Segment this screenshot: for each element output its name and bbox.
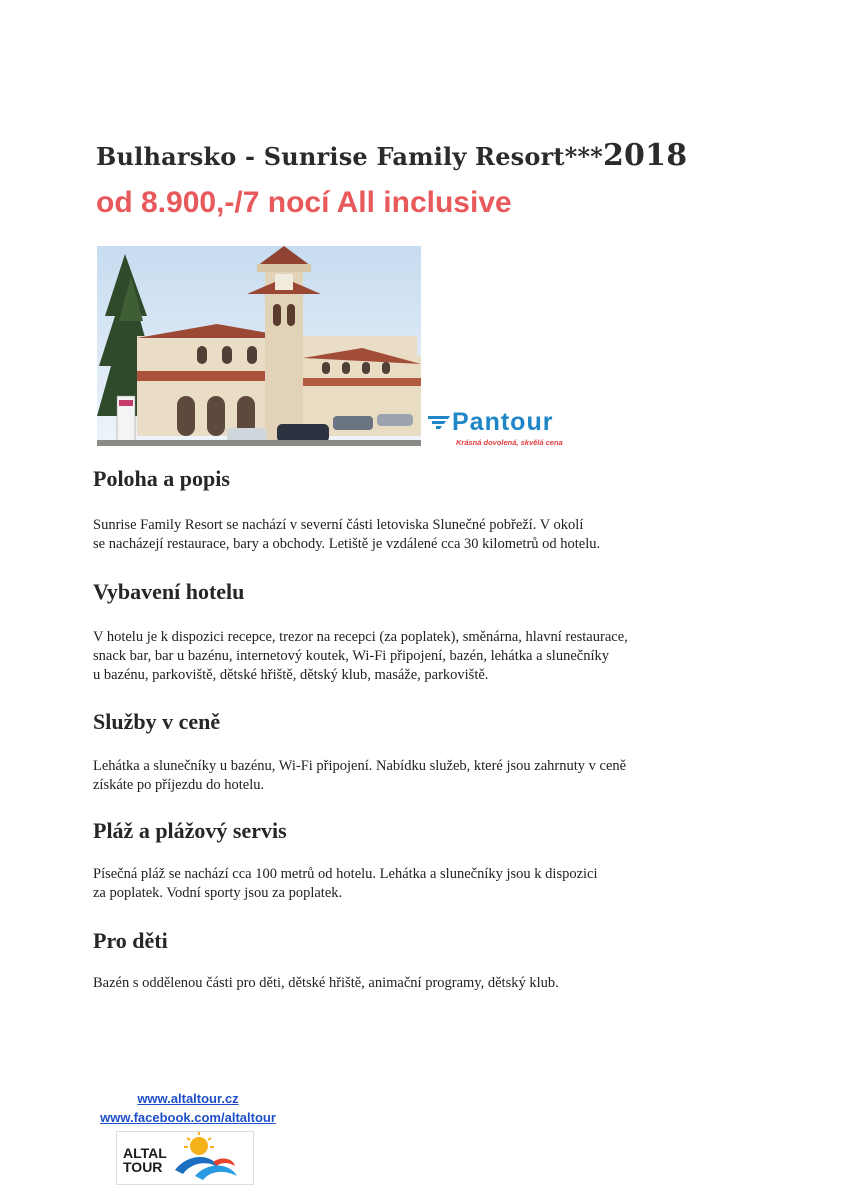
pantour-tagline: Krásná dovolená, skvělá cena (456, 438, 563, 447)
text-line: Lehátka a slunečníky u bazénu, Wi-Fi připojení. Nabídku služeb, které jsou zahrnuty v ceně (93, 758, 627, 774)
pantour-arrow-icon (428, 414, 450, 430)
pantour-logo (428, 408, 598, 448)
hotel-photo (97, 246, 421, 446)
year: 2018 (602, 138, 688, 173)
text-line: u bazénu, parkoviště, dětské hřiště, dětský klub, masáže, parkoviště. (93, 667, 489, 683)
resort-name: Bulharsko - Sunrise Family Resort*** (96, 142, 603, 171)
text-line: Sunrise Family Resort se nachází v severní části letoviska Slunečné pobřeží. V okolí (93, 517, 584, 533)
footer-links (88, 1089, 288, 1127)
pantour-name: Pantour (452, 408, 554, 436)
text-line: Písečná pláž se nachází cca 100 metrů od hotelu. Lehátka a slunečníky jsou k dispozici (93, 866, 598, 882)
section-heading-sluzby: Služby v ceně (93, 709, 221, 734)
text-line: za poplatek. Vodní sporty jsou za poplatek. (93, 885, 343, 901)
facebook-link[interactable]: www.facebook.com/altaltour (100, 1110, 276, 1125)
section-text-plaz (93, 865, 743, 903)
section-text-sluzby (93, 757, 743, 795)
section-text-deti (93, 974, 743, 993)
text-line: snack bar, bar u bazénu, internetový koutek, Wi-Fi připojení, bazén, lehátka a slunečníky (93, 648, 609, 664)
text-line: se nacházejí restaurace, bary a obchody. Letiště je vzdálené cca 30 kilometrů od hotelu. (93, 536, 601, 552)
section-heading-plaz: Pláž a plážový servis (93, 818, 287, 843)
text-line: získáte po příjezdu do hotelu. (93, 777, 265, 793)
text-line: Bazén s oddělenou části pro děti, dětské hřiště, animační programy, dětský klub. (93, 975, 559, 991)
section-heading-vybaveni: Vybavení hotelu (93, 579, 245, 604)
text-line: V hotelu je k dispozici recepce, trezor na recepci (za poplatek), směnárna, hlavní restaurace, (93, 629, 628, 645)
altal-logo-text: ALTAL TOUR (123, 1145, 167, 1175)
altal-tour-logo (116, 1131, 254, 1185)
section-text-poloha (93, 516, 743, 554)
section-heading-poloha: Poloha a popis (93, 466, 230, 491)
section-heading-deti: Pro děti (93, 928, 168, 953)
price-offer: od 8.900,-/7 nocí All inclusive (96, 186, 512, 219)
page-title (96, 138, 687, 173)
section-text-vybaveni (93, 628, 743, 685)
website-link[interactable]: www.altaltour.cz (137, 1091, 239, 1106)
